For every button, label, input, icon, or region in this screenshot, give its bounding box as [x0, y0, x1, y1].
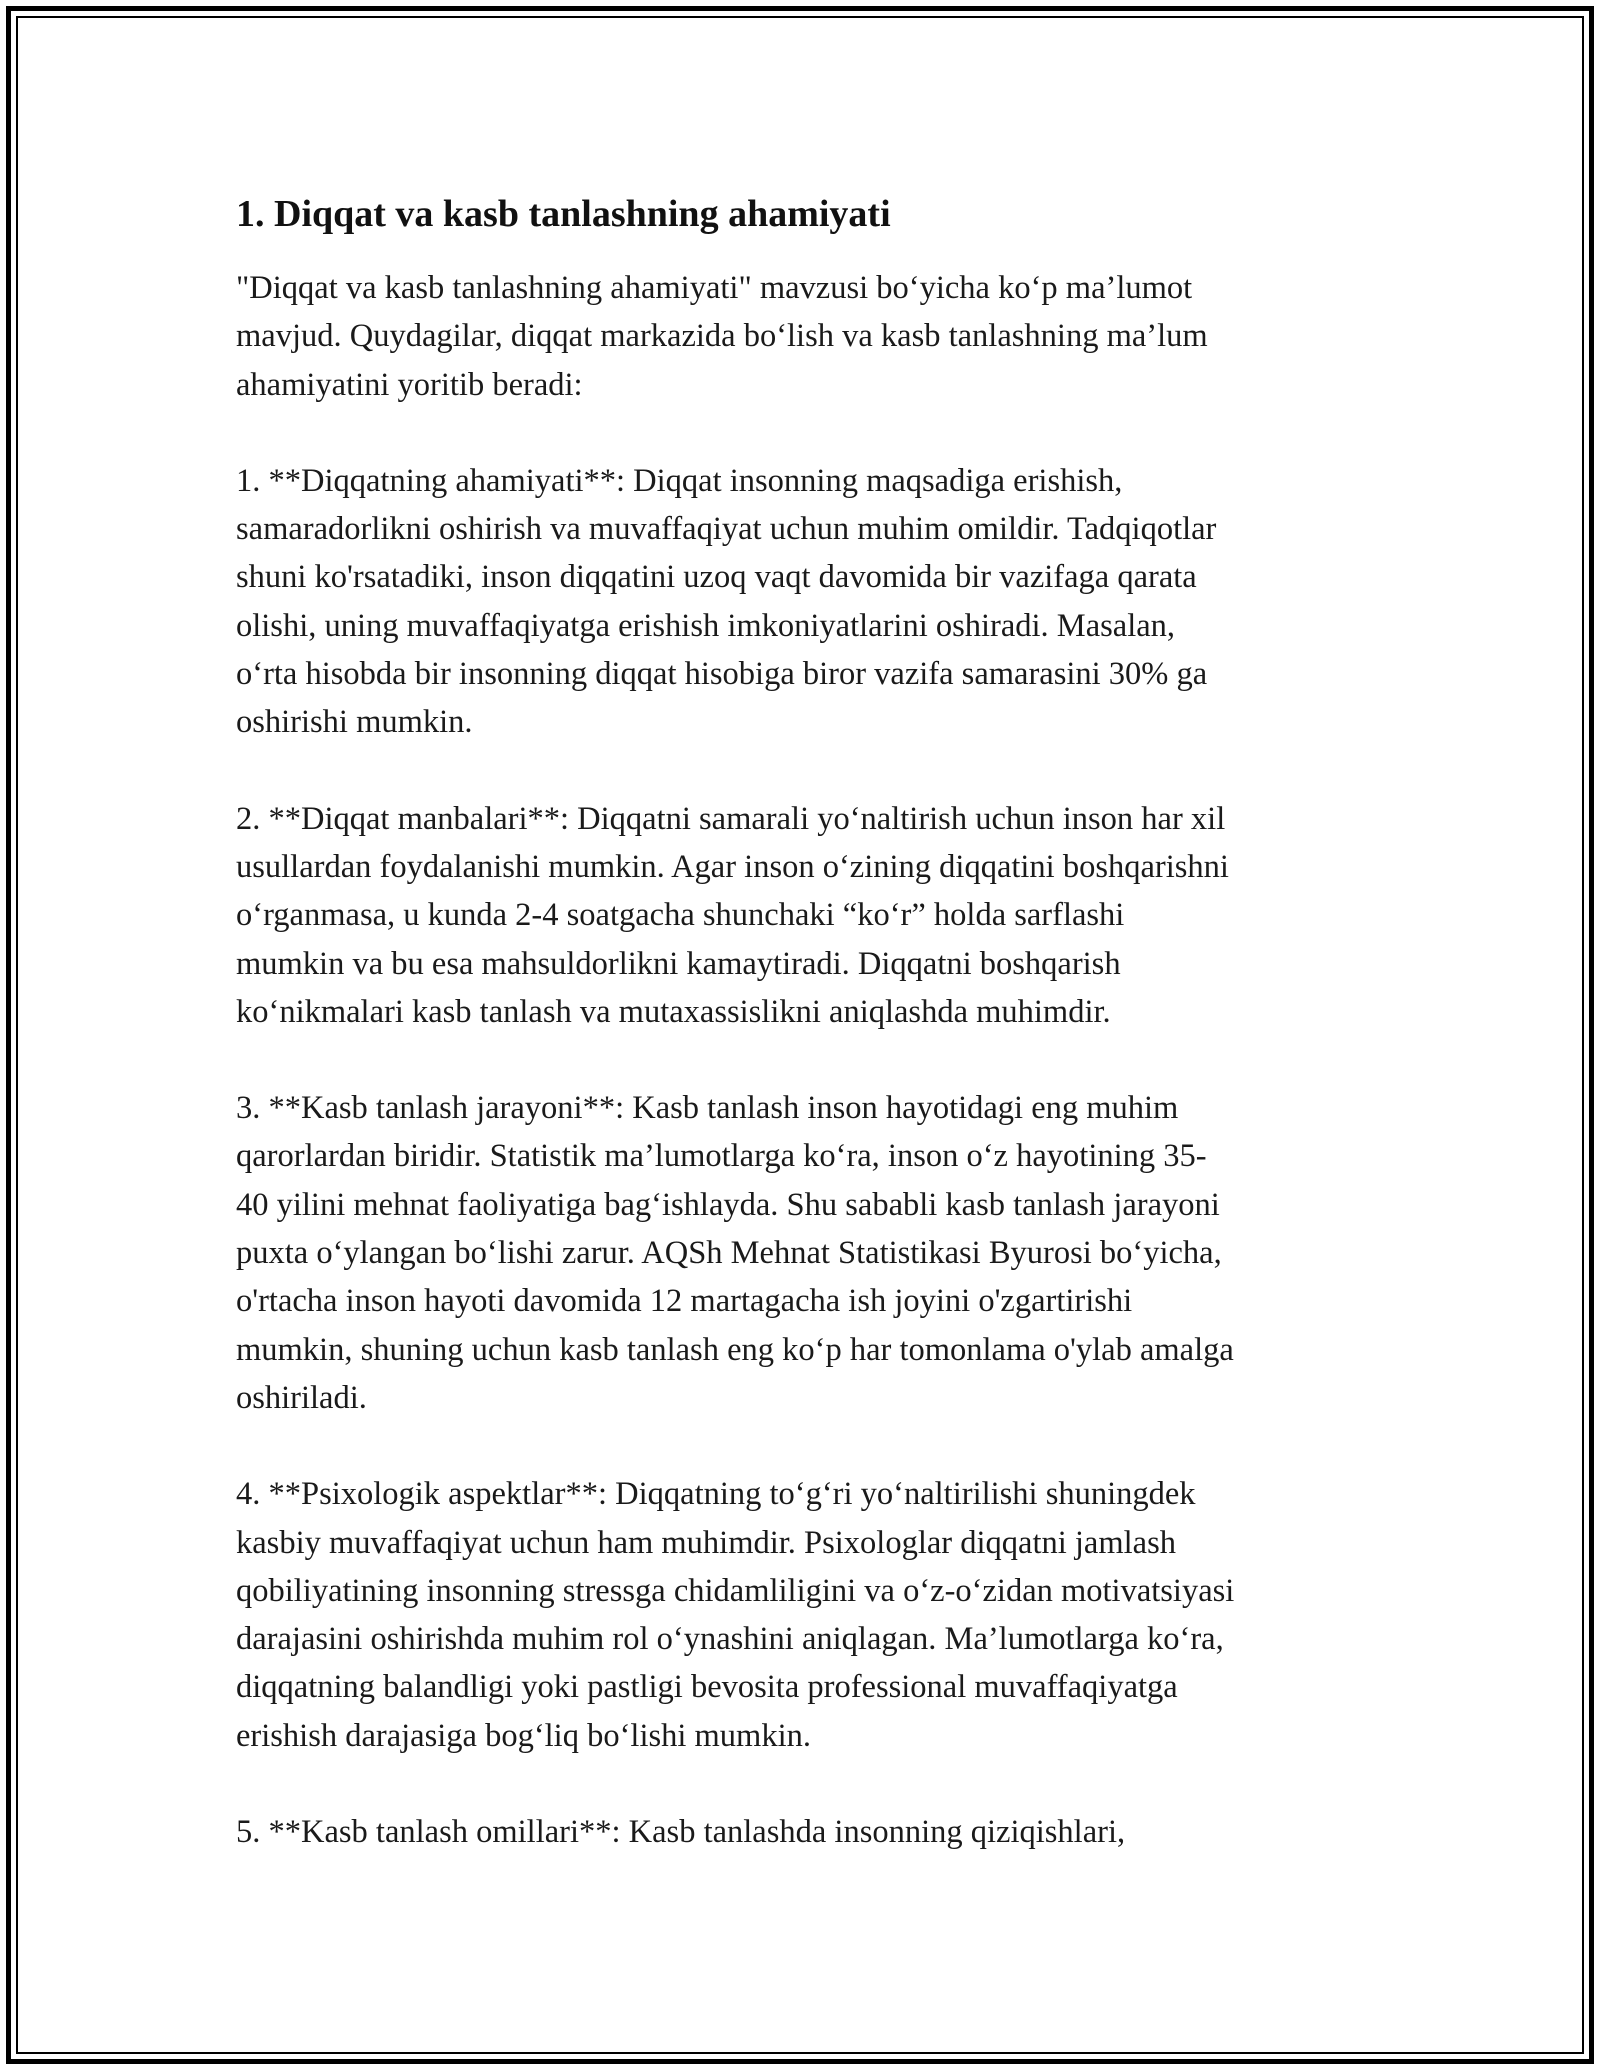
text-line: puxta o‘ylangan bo‘lishi zarur. AQSh Mehnat Statistikasi Byurosi bo‘yicha,	[236, 1235, 1222, 1272]
text-line: mavjud. Quydagilar, diqqat markazida bo‘lish va kasb tanlashning ma’lum	[236, 318, 1208, 355]
text-line: mumkin va bu esa mahsuldorlikni kamaytiradi. Diqqatni boshqarish	[236, 945, 1121, 982]
text-line: 4. **Psixologik aspektlar**: Diqqatning to‘g‘ri yo‘naltirilishi shuningdek	[236, 1476, 1196, 1513]
text-line: o‘rganmasa, u kunda 2-4 soatgacha shunchaki “ko‘r” holda sarflashi	[236, 897, 1125, 934]
text-line: 3. **Kasb tanlash jarayoni**: Kasb tanlash inson hayotidagi eng muhim	[236, 1090, 1179, 1127]
text-line: darajasini oshirishda muhim rol o‘ynashini aniqlagan. Ma’lumotlarga ko‘ra,	[236, 1621, 1224, 1658]
text-line: erishish darajasiga bog‘liq bo‘lishi mumkin.	[236, 1717, 811, 1754]
intro-paragraph	[236, 264, 1361, 409]
section-2-paragraph	[236, 795, 1361, 1036]
document-body	[236, 186, 1361, 1904]
document-heading: 1. Diqqat va kasb tanlashning ahamiyati	[236, 193, 891, 235]
text-line: oshiriladi.	[236, 1379, 367, 1416]
text-line: samaradorlikni oshirish va muvaffaqiyat uchun muhim omildir. Tadqiqotlar	[236, 511, 1217, 548]
section-4-paragraph	[236, 1470, 1361, 1760]
text-line: o‘rta hisobda bir insonning diqqat hisobiga biror vazifa samarasini 30% ga	[236, 656, 1208, 693]
text-line: usullardan foydalanishi mumkin. Agar inson o‘zining diqqatini boshqarishni	[236, 848, 1229, 885]
text-line: qobiliyatining insonning stressga chidamliligini va o‘z-o‘zidan motivatsiyasi	[236, 1572, 1235, 1609]
text-line: olishi, uning muvaffaqiyatga erishish imkoniyatlarini oshiradi. Masalan,	[236, 607, 1176, 644]
text-line: ahamiyatini yoritib beradi:	[236, 366, 583, 403]
text-line: 1. **Diqqatning ahamiyati**: Diqqat insonning maqsadiga erishish,	[236, 462, 1123, 499]
section-1-paragraph	[236, 457, 1361, 747]
text-line: 2. **Diqqat manbalari**: Diqqatni samarali yo‘naltirish uchun inson har xil	[236, 800, 1226, 837]
text-line: "Diqqat va kasb tanlashning ahamiyati" mavzusi bo‘yicha ko‘p ma’lumot	[236, 270, 1193, 306]
text-line: qarorlardan biridir. Statistik ma’lumotlarga ko‘ra, inson o‘z hayotining 35-	[236, 1138, 1207, 1175]
section-5-paragraph	[236, 1808, 1361, 1856]
text-line: ko‘nikmalari kasb tanlash va mutaxassislikni aniqlashda muhimdir.	[236, 993, 1111, 1030]
text-line: mumkin, shuning uchun kasb tanlash eng ko‘p har tomonlama o'ylab amalga	[236, 1331, 1234, 1368]
text-line: oshirishi mumkin.	[236, 704, 473, 741]
section-3-paragraph	[236, 1084, 1361, 1422]
text-line: o'rtacha inson hayoti davomida 12 martagacha ish joyini o'zgartirishi	[236, 1283, 1133, 1320]
text-line: diqqatning balandligi yoki pastligi bevosita professional muvaffaqiyatga	[236, 1669, 1178, 1706]
text-line: kasbiy muvaffaqiyat uchun ham muhimdir. Psixologlar diqqatni jamlash	[236, 1524, 1176, 1561]
text-line: shuni ko'rsatadiki, inson diqqatini uzoq vaqt davomida bir vazifaga qarata	[236, 559, 1197, 596]
text-line: 5. **Kasb tanlash omillari**: Kasb tanlashda insonning qiziqishlari,	[236, 1814, 1126, 1851]
text-line: 40 yilini mehnat faoliyatiga bag‘ishlayda. Shu sababli kasb tanlash jarayoni	[236, 1186, 1220, 1223]
